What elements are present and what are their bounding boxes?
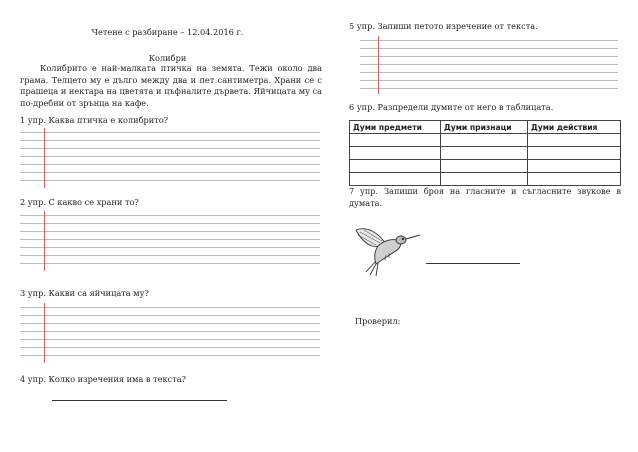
- words-table: [349, 120, 621, 186]
- table-row: [350, 147, 621, 160]
- question-5: 5 упр. Запиши петото изречение от текста.: [349, 21, 538, 31]
- table-row: [350, 134, 621, 147]
- answer-line-4[interactable]: [52, 400, 227, 401]
- story-paragraph: [20, 63, 322, 109]
- table-header-nouns: Думи предмети: [350, 121, 441, 134]
- answer-lines-2[interactable]: [20, 215, 320, 267]
- worksheet-header: Четене с разбиране – 12.04.2016 г.: [91, 27, 244, 37]
- table-row: [350, 173, 621, 186]
- table-cell[interactable]: [528, 160, 621, 173]
- margin-line: [44, 211, 45, 271]
- question-3: 3 упр. Какви са яйчицата му?: [20, 288, 149, 298]
- margin-line: [378, 36, 379, 94]
- question-4: 4 упр. Колко изречения има в текста?: [20, 374, 186, 384]
- table-cell[interactable]: [528, 147, 621, 160]
- table-header-adjectives: Думи признаци: [441, 121, 528, 134]
- table-header-verbs: Думи действия: [528, 121, 621, 134]
- table-cell[interactable]: [350, 147, 441, 160]
- answer-line-7[interactable]: [426, 263, 520, 264]
- question-7: 7 упр. Запиши броя на гласните и съгласните звукове в думата.: [349, 186, 621, 208]
- table-cell[interactable]: [441, 147, 528, 160]
- question-6: 6 упр. Разпредели думите от него в таблицата.: [349, 102, 554, 112]
- question-2: 2 упр. С какво се храни то?: [20, 197, 139, 207]
- story-text: Колибрито е най-малката птичка на земята. Тежи около два грама. Телцето му е дълго между два и пет сантиметра. Храни се с прашеца и нектара на цветята и цъфналите дървета. Яйчицата му са по-дребни от зрънца на кафе.: [20, 63, 322, 108]
- table-cell[interactable]: [441, 173, 528, 186]
- table-cell[interactable]: [441, 160, 528, 173]
- checked-by-label: Проверил:: [355, 316, 401, 326]
- table-cell[interactable]: [350, 173, 441, 186]
- answer-lines-3[interactable]: [20, 307, 320, 359]
- answer-lines-1[interactable]: [20, 132, 320, 184]
- hummingbird-image: [352, 222, 422, 277]
- table-header-row: [350, 121, 621, 134]
- margin-line: [44, 303, 45, 363]
- margin-line: [44, 128, 45, 188]
- story-title: Колибри: [148, 53, 187, 63]
- table-cell[interactable]: [528, 134, 621, 147]
- table-cell[interactable]: [528, 173, 621, 186]
- table-cell[interactable]: [350, 134, 441, 147]
- table-cell[interactable]: [441, 134, 528, 147]
- table-row: [350, 160, 621, 173]
- question-1: 1 упр. Каква птичка е колибрито?: [20, 115, 169, 125]
- table-cell[interactable]: [350, 160, 441, 173]
- answer-lines-5[interactable]: [360, 40, 618, 90]
